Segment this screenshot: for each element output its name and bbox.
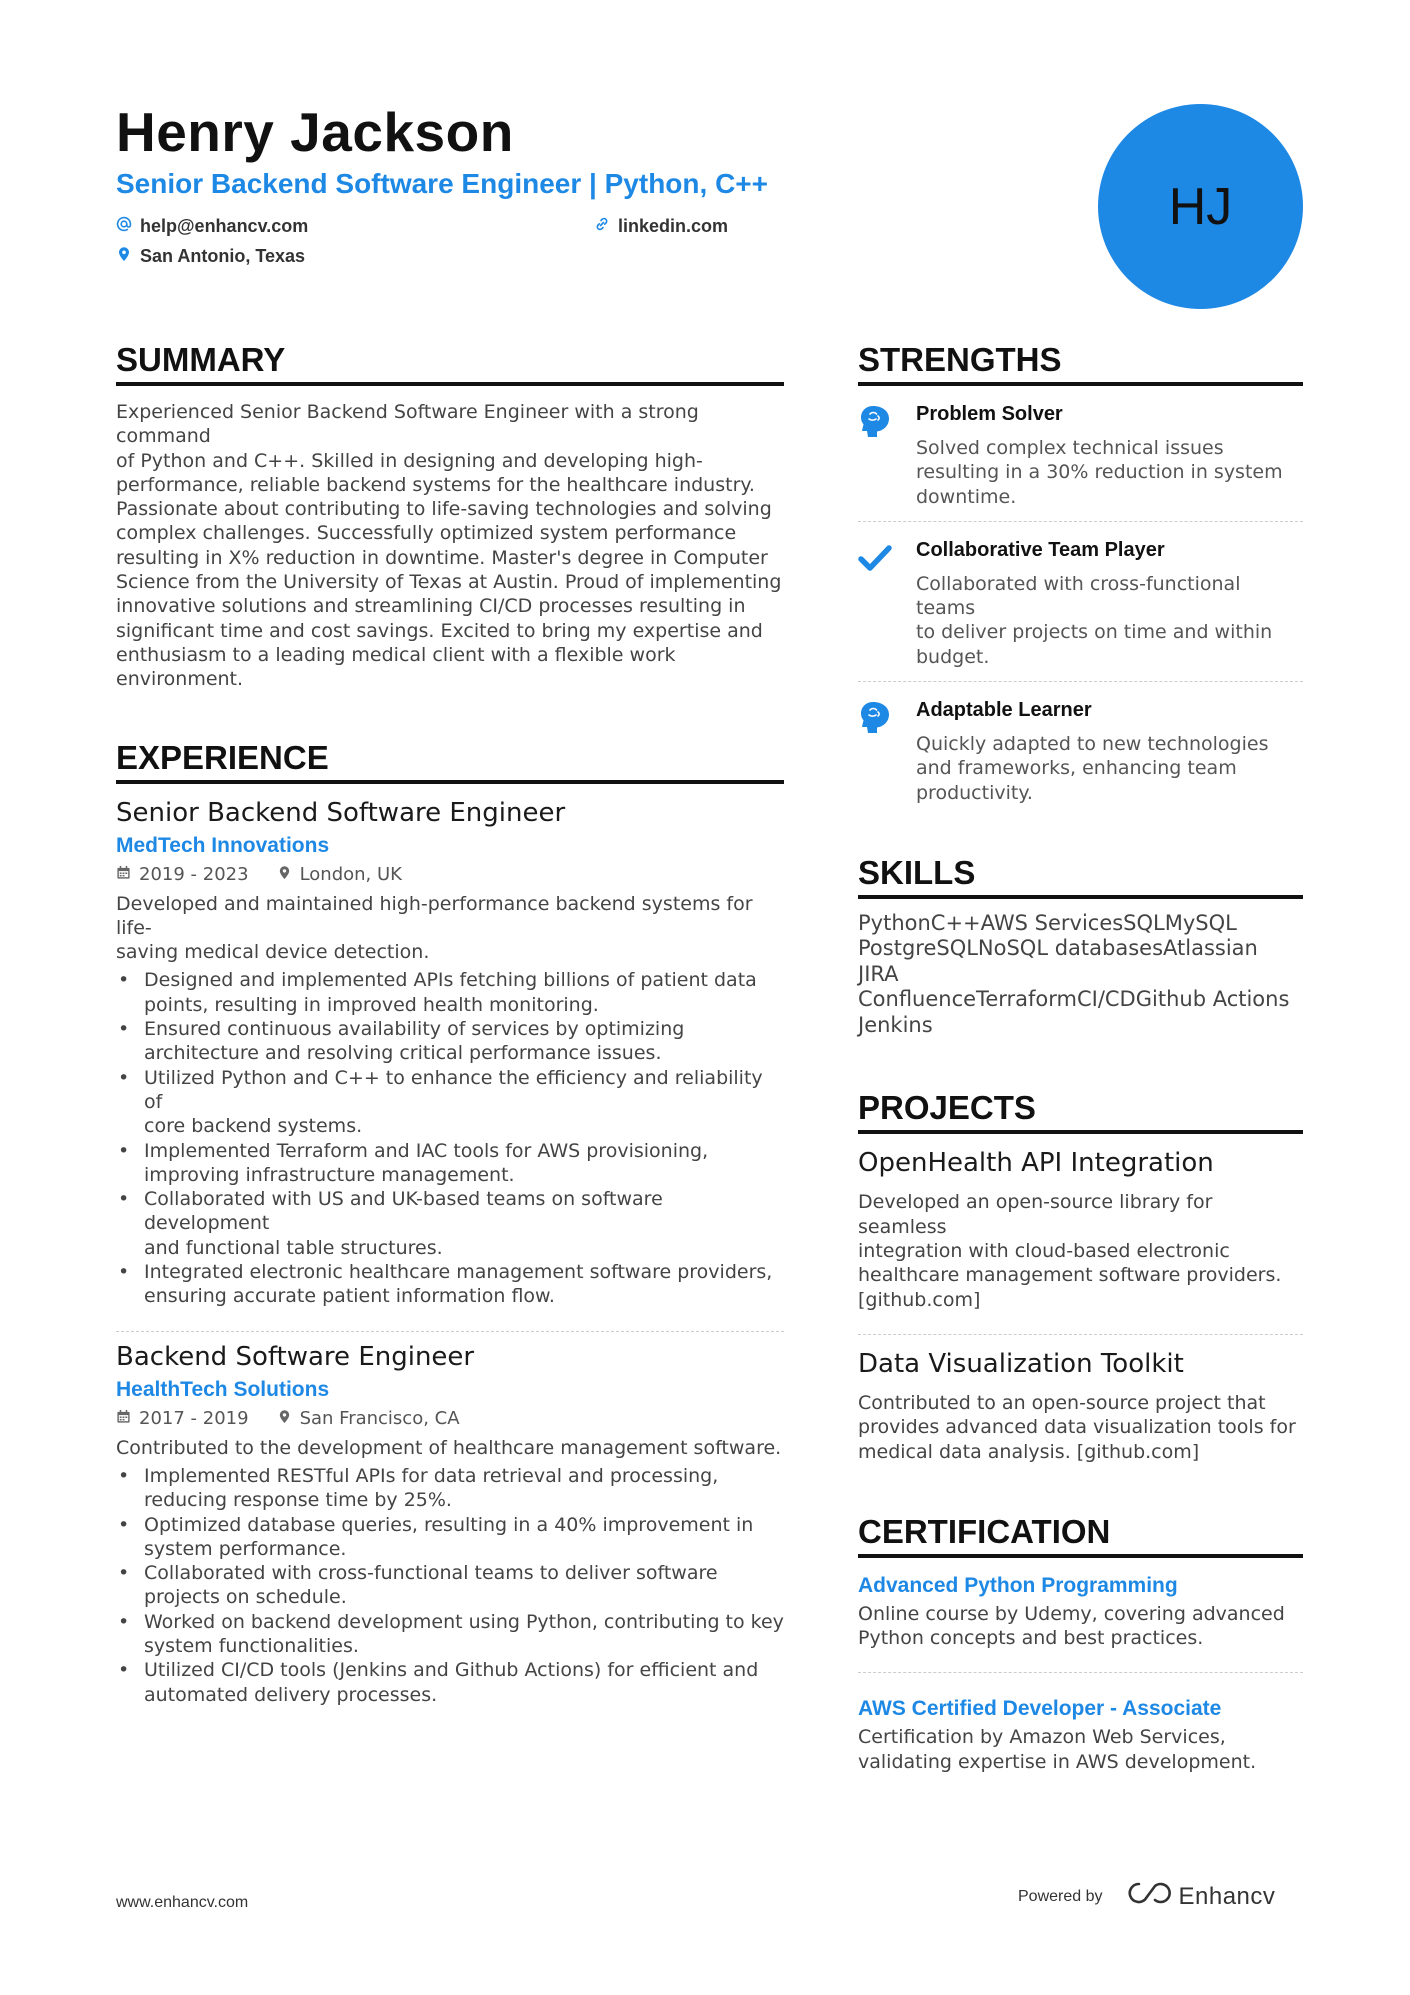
text-line: Quickly adapted to new technologies xyxy=(916,733,1269,756)
text-line: resulting in X% reduction in downtime. Master's degree in Computer xyxy=(116,546,768,569)
text-line: reducing response time by 25%. xyxy=(144,1489,452,1512)
linkedin-text: linkedin.com xyxy=(618,216,729,236)
contact-info xyxy=(116,210,1076,272)
text-line: Certification by Amazon Web Services, xyxy=(858,1726,1226,1749)
strengths-heading: STRENGTHS xyxy=(858,340,1303,386)
spacer xyxy=(116,1309,784,1321)
text-line: enthusiasm to a leading medical client with a flexible work environment. xyxy=(116,643,676,691)
text-line: complex challenges. Successfully optimized system performance xyxy=(116,522,737,545)
text-line: performance, reliable backend systems for the healthcare industry. xyxy=(116,473,755,496)
text-line: automated delivery processes. xyxy=(144,1683,438,1706)
bullet-item xyxy=(116,1610,784,1659)
job-title: Senior Backend Software Engineer xyxy=(116,797,566,828)
job-location-text: San Francisco, CA xyxy=(299,1407,460,1429)
text-line: system performance. xyxy=(144,1537,347,1560)
brain-head-icon xyxy=(858,696,902,805)
project-item xyxy=(858,1146,1303,1333)
certification-heading: CERTIFICATION xyxy=(858,1512,1303,1558)
text-line: of Python and C++. Skilled in designing and developing high- xyxy=(116,449,703,472)
project-description xyxy=(858,1391,1303,1464)
job-meta xyxy=(116,1406,784,1432)
project-item xyxy=(858,1334,1303,1464)
bullet-item xyxy=(116,1066,784,1139)
bullet-item xyxy=(116,1513,784,1562)
skills-text xyxy=(858,911,1303,1039)
text-line: • Worked on backend development using Python, contributing to key xyxy=(144,1610,784,1633)
text-line: PostgreSQLNoSQL databasesAtlassian JIRA xyxy=(858,936,1258,986)
text-line: and functional table structures. xyxy=(144,1236,443,1259)
text-line: projects on schedule. xyxy=(144,1586,347,1609)
bullet-item xyxy=(116,1260,784,1309)
footer-branding xyxy=(1018,1880,1275,1913)
job-dates-text: 2017 - 2019 xyxy=(139,1407,249,1429)
strength-item xyxy=(858,681,1303,817)
projects-list xyxy=(858,1146,1303,1463)
text-line: [github.com] xyxy=(858,1288,981,1311)
brain-head-icon xyxy=(858,400,902,509)
text-line: core backend systems. xyxy=(144,1115,363,1138)
job-description xyxy=(116,892,784,965)
text-line: • Designed and implemented APIs fetching billions of patient data xyxy=(144,969,757,992)
bullet-item xyxy=(116,1658,784,1707)
strength-title: Adaptable Learner xyxy=(916,699,1092,722)
summary-text xyxy=(116,400,784,692)
text-line: budget. xyxy=(916,645,990,668)
strength-title: Problem Solver xyxy=(916,403,1063,425)
certification-item xyxy=(858,1572,1303,1673)
bullet-item xyxy=(116,1561,784,1610)
experience-list xyxy=(116,796,784,1707)
project-title: OpenHealth API Integration xyxy=(858,1148,1214,1179)
bullet-item xyxy=(116,1187,784,1260)
text-line: downtime. xyxy=(916,485,1017,508)
skills-heading: SKILLS xyxy=(858,853,1303,899)
text-line: Developed an open-source library for seamless xyxy=(858,1191,1213,1238)
job-bullets xyxy=(116,1464,784,1707)
location-contact xyxy=(116,246,305,267)
text-line: validating expertise in AWS development. xyxy=(858,1750,1257,1773)
certification-title[interactable]: Advanced Python Programming xyxy=(858,1573,1178,1597)
candidate-name: Henry Jackson xyxy=(116,101,514,163)
at-icon xyxy=(116,216,132,237)
bullet-item xyxy=(116,1017,784,1066)
project-description xyxy=(858,1190,1303,1311)
text-line: Experienced Senior Backend Software Engineer with a strong command xyxy=(116,401,699,448)
bullet-item xyxy=(116,968,784,1017)
text-line: Online course by Udemy, covering advanced xyxy=(858,1602,1285,1625)
strengths-list xyxy=(858,386,1303,817)
certification-list xyxy=(858,1572,1303,1774)
calendar-icon xyxy=(116,862,131,888)
divider xyxy=(116,1331,784,1332)
text-line: points, resulting in improved health monitoring. xyxy=(144,993,599,1016)
text-line: healthcare management software providers. xyxy=(858,1264,1282,1287)
text-line: • Implemented RESTful APIs for data retrieval and processing, xyxy=(144,1464,719,1487)
map-pin-icon xyxy=(277,1406,292,1432)
text-line: • Collaborated with US and UK-based teams on software development xyxy=(144,1188,663,1235)
certification-description xyxy=(858,1725,1303,1774)
experience-entry xyxy=(116,1331,784,1707)
text-line: ensuring accurate patient information flow. xyxy=(144,1285,555,1308)
text-line: significant time and cost savings. Excited to bring my expertise and xyxy=(116,619,763,642)
text-line: provides advanced data visualization tools for xyxy=(858,1416,1296,1439)
email-contact[interactable] xyxy=(116,216,308,237)
bullet-item xyxy=(116,1464,784,1513)
checkmark-icon xyxy=(858,536,902,669)
strength-description xyxy=(916,732,1268,805)
bullet-item xyxy=(116,1139,784,1188)
text-line: medical data analysis. [github.com] xyxy=(858,1440,1200,1463)
text-line: system functionalities. xyxy=(144,1634,359,1657)
resume-header xyxy=(116,100,1076,272)
text-line: • Collaborated with cross-functional teams to deliver software xyxy=(144,1562,718,1585)
text-line: • Utilized CI/CD tools (Jenkins and Github Actions) for efficient and xyxy=(144,1659,759,1682)
text-line: productivity. xyxy=(916,781,1033,804)
job-bullets xyxy=(116,968,784,1308)
map-pin-icon xyxy=(116,246,132,267)
text-line: improving infrastructure management. xyxy=(144,1163,515,1186)
avatar-initials: HJ xyxy=(1168,177,1233,236)
right-column xyxy=(858,340,1303,1774)
strength-body xyxy=(916,400,1283,509)
company-name[interactable]: HealthTech Solutions xyxy=(116,1377,330,1401)
brand-name: Enhancv xyxy=(1178,1882,1276,1910)
strength-title: Collaborative Team Player xyxy=(916,538,1165,561)
strength-item xyxy=(858,386,1303,521)
strength-body xyxy=(916,536,1303,669)
text-line: PythonC++AWS ServicesSQLMySQL xyxy=(858,910,1237,935)
text-line: to deliver projects on time and within xyxy=(916,621,1273,644)
location-text: San Antonio, Texas xyxy=(140,246,306,266)
text-line: Science from the University of Texas at Austin. Proud of implementing xyxy=(116,571,782,594)
linkedin-contact[interactable] xyxy=(594,216,728,237)
projects-heading: PROJECTS xyxy=(858,1088,1303,1134)
text-line: Jenkins xyxy=(858,1012,933,1037)
enhancv-logo-icon xyxy=(1125,1880,1171,1913)
text-line: Developed and maintained high-performance backend systems for life- xyxy=(116,892,753,939)
strength-body xyxy=(916,696,1268,805)
text-line: Collaborated with cross-functional teams xyxy=(916,572,1241,620)
text-line: • Optimized database queries, resulting in a 40% improvement in xyxy=(144,1513,754,1536)
summary-heading: SUMMARY xyxy=(116,340,784,386)
job-meta xyxy=(116,862,784,888)
strength-description xyxy=(916,572,1303,669)
job-dates-text: 2019 - 2023 xyxy=(139,863,249,885)
job-dates xyxy=(116,1406,249,1432)
powered-by-text: Powered by xyxy=(1018,1887,1103,1905)
job-description xyxy=(116,1436,784,1460)
text-line: innovative solutions and streamlining CI/CD processes resulting in xyxy=(116,595,746,618)
certification-title[interactable]: AWS Certified Developer - Associate xyxy=(858,1697,1222,1721)
project-title: Data Visualization Toolkit xyxy=(858,1348,1184,1379)
job-dates xyxy=(116,862,249,888)
footer-website[interactable]: www.enhancv.com xyxy=(116,1894,249,1911)
email-text: help@enhancv.com xyxy=(140,216,309,236)
text-line: Solved complex technical issues xyxy=(916,437,1224,459)
text-line: and frameworks, enhancing team xyxy=(916,757,1237,780)
text-line: Contributed to the development of healthcare management software. xyxy=(116,1436,782,1459)
text-line: saving medical device detection. xyxy=(116,941,430,964)
text-line: Python concepts and best practices. xyxy=(858,1627,1204,1650)
company-name[interactable]: MedTech Innovations xyxy=(116,833,330,857)
text-line: ConfluenceTerraformCI/CDGithub Actions xyxy=(858,987,1290,1012)
text-line: • Integrated electronic healthcare management software providers, xyxy=(144,1261,773,1284)
link-icon xyxy=(594,216,610,237)
left-column xyxy=(116,340,784,1707)
text-line: Contributed to an open-source project that xyxy=(858,1391,1266,1414)
text-line: • Utilized Python and C++ to enhance the efficiency and reliability of xyxy=(144,1066,763,1113)
map-pin-icon xyxy=(277,862,292,888)
strength-description xyxy=(916,436,1283,509)
candidate-headline: Senior Backend Software Engineer | Python, C++ xyxy=(116,168,768,199)
text-line: Passionate about contributing to life-saving technologies and solving xyxy=(116,498,772,521)
text-line: • Ensured continuous availability of services by optimizing xyxy=(144,1018,685,1041)
job-location xyxy=(277,1406,460,1432)
text-line: architecture and resolving critical performance issues. xyxy=(144,1042,662,1065)
text-line: resulting in a 30% reduction in system xyxy=(916,461,1283,484)
text-line: integration with cloud-based electronic xyxy=(858,1240,1230,1263)
experience-heading: EXPERIENCE xyxy=(116,738,784,784)
job-location-text: London, UK xyxy=(299,863,402,885)
experience-entry xyxy=(116,796,784,1321)
strength-item xyxy=(858,521,1303,681)
job-location xyxy=(277,862,402,888)
job-title: Backend Software Engineer xyxy=(116,1341,475,1372)
certification-item xyxy=(858,1672,1303,1774)
calendar-icon xyxy=(116,1406,131,1432)
text-line: • Implemented Terraform and IAC tools for AWS provisioning, xyxy=(144,1139,709,1162)
certification-description xyxy=(858,1602,1303,1651)
enhancv-logo[interactable] xyxy=(1125,1880,1276,1913)
avatar xyxy=(1098,104,1303,309)
